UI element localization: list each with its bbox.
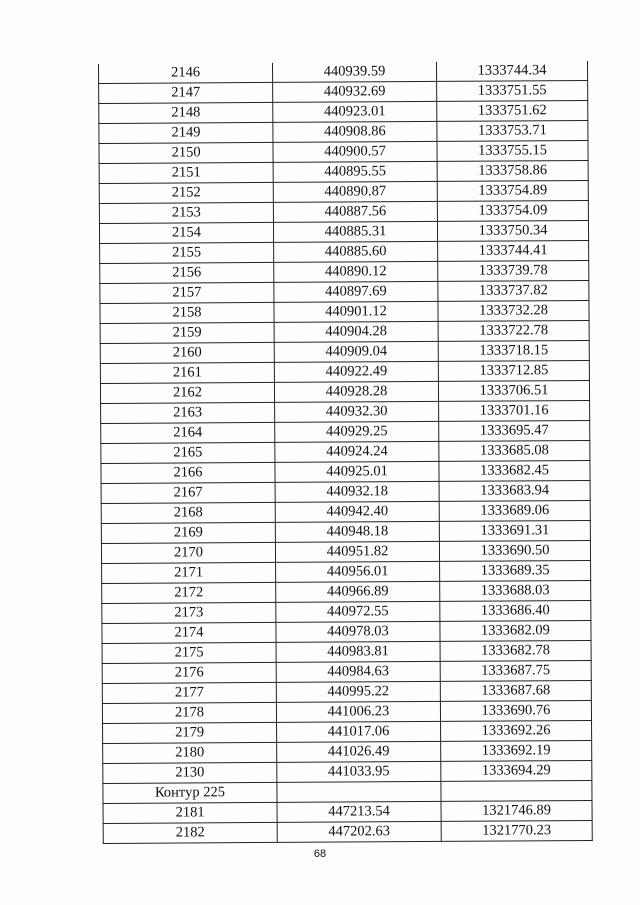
x-coordinate-cell: 441006.23	[276, 701, 440, 722]
point-number-cell: 2147	[99, 82, 273, 103]
y-coordinate-cell: 1333686.40	[440, 600, 591, 621]
point-number-cell: 2169	[101, 522, 275, 543]
point-number-cell: 2166	[101, 462, 275, 483]
x-coordinate-cell: 440904.28	[274, 321, 438, 342]
x-coordinate-cell: 440972.55	[276, 601, 440, 622]
x-coordinate-cell: 440885.60	[274, 241, 438, 262]
table-row	[99, 141, 588, 164]
table-row	[102, 581, 591, 604]
point-number-cell: 2179	[103, 722, 277, 743]
point-number-cell: 2156	[100, 262, 274, 283]
page-number: 68	[313, 848, 327, 860]
table-row	[99, 221, 588, 244]
y-coordinate-cell	[441, 780, 592, 801]
x-coordinate-cell: 440956.01	[276, 561, 440, 582]
table-row	[99, 121, 588, 144]
table-row	[99, 81, 588, 104]
table-row	[100, 261, 589, 284]
x-coordinate-cell: 440942.40	[275, 501, 439, 522]
x-coordinate-cell: 447202.63	[277, 821, 441, 842]
table-row	[101, 441, 590, 464]
point-number-cell: 2159	[100, 322, 274, 343]
coordinates-table	[98, 61, 593, 844]
y-coordinate-cell: 1333739.78	[438, 261, 589, 282]
point-number-cell: 2177	[102, 682, 276, 703]
y-coordinate-cell: 1333690.76	[440, 700, 591, 721]
point-number-cell: 2154	[99, 222, 273, 243]
table-row	[98, 61, 587, 83]
y-coordinate-cell: 1333722.78	[438, 321, 589, 342]
table-row	[103, 720, 592, 743]
y-coordinate-cell: 1333732.28	[438, 301, 589, 322]
x-coordinate-cell: 440900.57	[273, 141, 437, 162]
table-row	[101, 421, 590, 444]
x-coordinate-cell: 440908.86	[273, 121, 437, 142]
x-coordinate-cell: 440887.56	[273, 201, 437, 222]
y-coordinate-cell: 1333754.09	[437, 201, 588, 222]
point-number-cell: 2151	[99, 162, 273, 183]
table-row	[102, 600, 591, 623]
x-coordinate-cell: 440890.87	[273, 181, 437, 202]
x-coordinate-cell: 441033.95	[277, 761, 441, 782]
x-coordinate-cell: 440966.89	[276, 581, 440, 602]
y-coordinate-cell: 1333744.34	[436, 61, 587, 81]
x-coordinate-cell: 441026.49	[277, 741, 441, 762]
y-coordinate-cell: 1333689.35	[440, 561, 591, 582]
x-coordinate-cell: 440885.31	[273, 221, 437, 242]
y-coordinate-cell: 1333692.19	[441, 740, 592, 761]
y-coordinate-cell: 1333754.89	[437, 181, 588, 202]
table-row	[101, 461, 590, 484]
x-coordinate-cell	[277, 781, 441, 802]
table-row	[103, 760, 592, 783]
table-row	[101, 481, 590, 504]
y-coordinate-cell: 1333689.06	[439, 501, 590, 522]
point-number-cell: 2165	[101, 442, 275, 463]
table-row	[99, 101, 588, 124]
point-number-cell: 2180	[103, 742, 277, 763]
x-coordinate-cell: 447213.54	[277, 801, 441, 822]
point-number-cell: 2155	[100, 242, 274, 263]
x-coordinate-cell: 440948.18	[275, 521, 439, 542]
table-row	[102, 660, 591, 683]
x-coordinate-cell: 440932.30	[275, 401, 439, 422]
y-coordinate-cell: 1333701.16	[439, 401, 590, 422]
point-number-cell: Контур 225	[103, 782, 277, 803]
table-row	[102, 700, 591, 723]
point-number-cell: 2170	[101, 542, 275, 563]
table-row	[101, 401, 590, 424]
y-coordinate-cell: 1333695.47	[439, 421, 590, 442]
point-number-cell: 2148	[99, 102, 273, 123]
x-coordinate-cell: 440901.12	[274, 301, 438, 322]
table-row	[103, 820, 592, 843]
table-row	[99, 161, 588, 184]
point-number-cell: 2173	[102, 602, 276, 623]
point-number-cell: 2168	[101, 502, 275, 523]
point-number-cell: 2157	[100, 282, 274, 303]
point-number-cell: 2158	[100, 302, 274, 323]
table-row	[101, 521, 590, 544]
table-row	[101, 501, 590, 524]
x-coordinate-cell: 440895.55	[273, 161, 437, 182]
point-number-cell: 2182	[103, 822, 277, 843]
y-coordinate-cell: 1333688.03	[440, 581, 591, 602]
table-row	[103, 800, 592, 823]
table-row	[100, 361, 589, 384]
table-row	[100, 321, 589, 344]
x-coordinate-cell: 440984.63	[276, 661, 440, 682]
x-coordinate-cell: 440922.49	[274, 361, 438, 382]
table-row	[102, 561, 591, 584]
x-coordinate-cell: 441017.06	[277, 721, 441, 742]
y-coordinate-cell: 1333690.50	[439, 541, 590, 562]
point-number-cell: 2181	[103, 802, 277, 823]
y-coordinate-cell: 1333750.34	[437, 221, 588, 242]
table-row	[99, 201, 588, 224]
x-coordinate-cell: 440951.82	[275, 541, 439, 562]
x-coordinate-cell: 440978.03	[276, 621, 440, 642]
table-row	[100, 301, 589, 324]
point-number-cell: 2163	[101, 402, 275, 423]
point-number-cell: 2174	[102, 622, 276, 643]
y-coordinate-cell: 1333755.15	[437, 141, 588, 162]
y-coordinate-cell: 1333718.15	[438, 341, 589, 362]
point-number-cell: 2164	[101, 422, 275, 443]
table-row	[100, 241, 589, 264]
y-coordinate-cell: 1333753.71	[437, 121, 588, 142]
x-coordinate-cell: 440995.22	[276, 681, 440, 702]
point-number-cell: 2178	[102, 702, 276, 723]
point-number-cell: 2171	[102, 562, 276, 583]
point-number-cell: 2172	[102, 582, 276, 603]
table-row	[100, 381, 589, 404]
y-coordinate-cell: 1333687.68	[440, 680, 591, 701]
point-number-cell: 2162	[100, 382, 274, 403]
y-coordinate-cell: 1333758.86	[437, 161, 588, 182]
point-number-cell: 2152	[99, 182, 273, 203]
y-coordinate-cell: 1333712.85	[438, 361, 589, 382]
y-coordinate-cell: 1333682.78	[440, 640, 591, 661]
y-coordinate-cell: 1333682.09	[440, 620, 591, 641]
point-number-cell: 2153	[99, 202, 273, 223]
table-row	[102, 640, 591, 663]
x-coordinate-cell: 440983.81	[276, 641, 440, 662]
table-row	[103, 740, 592, 763]
y-coordinate-cell: 1333694.29	[441, 760, 592, 781]
y-coordinate-cell: 1333682.45	[439, 461, 590, 482]
x-coordinate-cell: 440890.12	[274, 261, 438, 282]
point-number-cell: 2149	[99, 122, 273, 143]
point-number-cell: 2130	[103, 762, 277, 783]
point-number-cell: 2176	[102, 662, 276, 683]
y-coordinate-cell: 1333687.75	[440, 660, 591, 681]
x-coordinate-cell: 440939.59	[272, 62, 436, 83]
y-coordinate-cell: 1333744.41	[438, 241, 589, 262]
point-number-cell: 2167	[101, 482, 275, 503]
x-coordinate-cell: 440923.01	[273, 101, 437, 122]
y-coordinate-cell: 1333706.51	[438, 381, 589, 402]
y-coordinate-cell: 1333751.62	[437, 101, 588, 122]
y-coordinate-cell: 1321770.23	[441, 820, 592, 841]
point-number-cell: 2150	[99, 142, 273, 163]
y-coordinate-cell: 1321746.89	[441, 800, 592, 821]
x-coordinate-cell: 440932.69	[273, 81, 437, 102]
y-coordinate-cell: 1333683.94	[439, 481, 590, 502]
point-number-cell: 2160	[100, 342, 274, 363]
point-number-cell: 2161	[100, 362, 274, 383]
y-coordinate-cell: 1333685.08	[439, 441, 590, 462]
x-coordinate-cell: 440909.04	[274, 341, 438, 362]
x-coordinate-cell: 440929.25	[275, 421, 439, 442]
x-coordinate-cell: 440897.69	[274, 281, 438, 302]
x-coordinate-cell: 440925.01	[275, 461, 439, 482]
y-coordinate-cell: 1333691.31	[439, 521, 590, 542]
coordinates-table-body	[98, 61, 592, 843]
y-coordinate-cell: 1333692.26	[441, 720, 592, 741]
x-coordinate-cell: 440928.28	[274, 381, 438, 402]
point-number-cell: 2175	[102, 642, 276, 663]
y-coordinate-cell: 1333737.82	[438, 281, 589, 302]
table-row	[102, 680, 591, 703]
table-row	[101, 541, 590, 564]
table-row	[100, 281, 589, 304]
y-coordinate-cell: 1333751.55	[437, 81, 588, 102]
table-row	[102, 620, 591, 643]
table-row	[100, 341, 589, 364]
point-number-cell: 2146	[98, 63, 272, 84]
table-row	[99, 181, 588, 204]
x-coordinate-cell: 440932.18	[275, 481, 439, 502]
x-coordinate-cell: 440924.24	[275, 441, 439, 462]
